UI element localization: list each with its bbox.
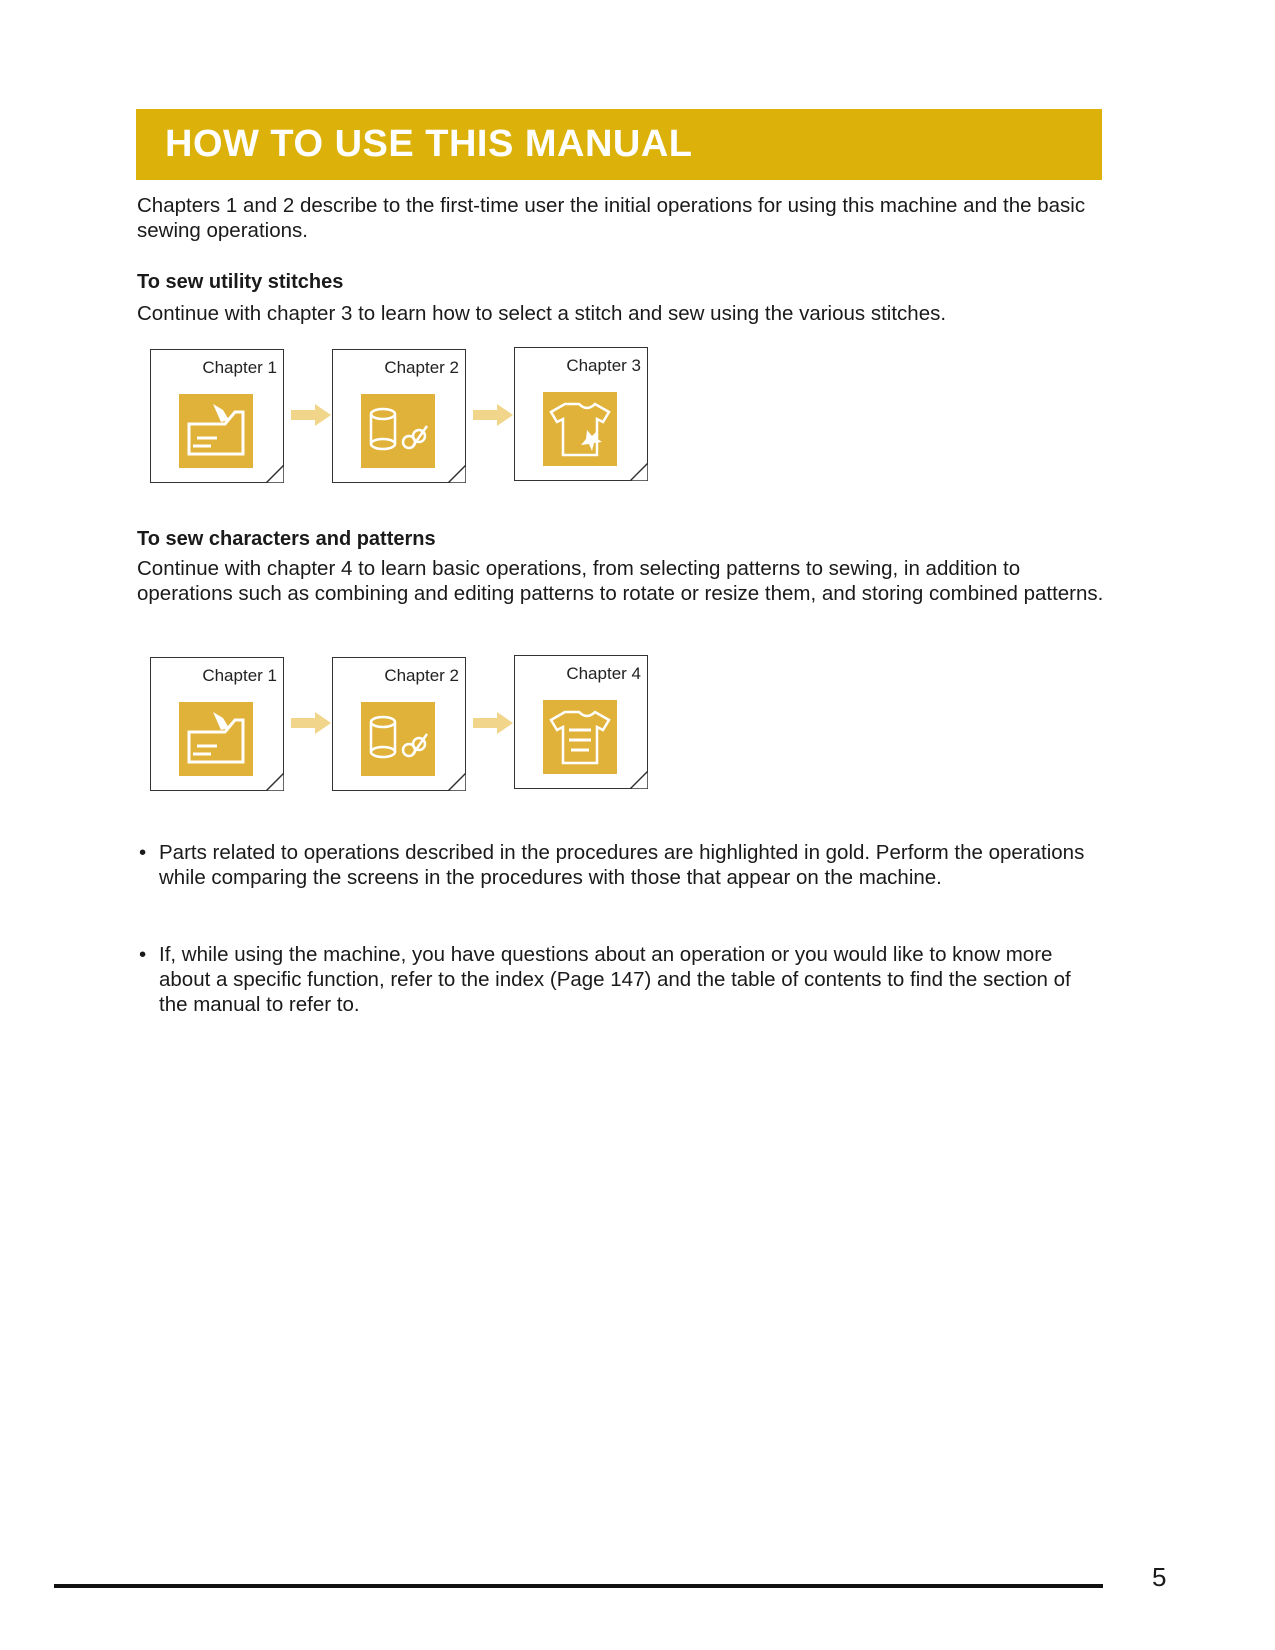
bullet-icon: • — [139, 943, 147, 966]
shirt-quilt-icon — [543, 392, 617, 466]
sewing-machine-icon — [179, 702, 253, 776]
shirt-letters-icon — [543, 700, 617, 774]
bullet-text: Parts related to operations described in the procedures are highlighted in gold. Perform the operations while comparing the screens in the procedures with those that appear on the machine. — [159, 841, 1085, 889]
bullet-icon: • — [139, 841, 147, 864]
arrow-right-icon — [473, 712, 513, 734]
chapter-card-label: Chapter 4 — [566, 664, 641, 683]
chapter-card-4 — [514, 655, 648, 789]
thread-scissors-icon — [361, 394, 435, 468]
bullet-text: If, while using the machine, you have questions about an operation or you would like to know more about a specific function, refer to the index (Page 147) and the table of contents to find the section of the manual to refer to. — [159, 943, 1071, 1016]
section1-heading: To sew utility stitches — [137, 271, 344, 293]
section2-heading: To sew characters and patterns — [137, 528, 436, 550]
intro-paragraph: Chapters 1 and 2 describe to the first-time user the initial operations for using this machine and the basic sewing operations. — [137, 194, 1086, 242]
page-title: HOW TO USE THIS MANUAL — [165, 123, 693, 165]
chapter-card-2 — [332, 349, 466, 483]
chapter-card-label: Chapter 3 — [566, 356, 641, 375]
page-fold-icon — [266, 465, 284, 483]
page-fold-icon — [448, 773, 466, 791]
section1-text: Continue with chapter 3 to learn how to select a stitch and sew using the various stitches. — [137, 302, 947, 325]
chapter-card-2 — [332, 657, 466, 791]
chapter-card-label: Chapter 1 — [202, 666, 277, 685]
title-banner — [136, 109, 1102, 180]
arrow-right-icon — [473, 404, 513, 426]
chapter-card-label: Chapter 1 — [202, 358, 277, 377]
page-fold-icon — [266, 773, 284, 791]
page-fold-icon — [630, 463, 648, 481]
list-item — [137, 942, 1097, 1022]
page-fold-icon — [448, 465, 466, 483]
chapter-card-1 — [150, 349, 284, 483]
page-number: 5 — [1152, 1562, 1167, 1592]
arrow-right-icon — [291, 404, 331, 426]
section2-text: Continue with chapter 4 to learn basic operations, from selecting patterns to sewing, in addition to operations such as combining and editing patterns to rotate or resize them, and storing combined patterns. — [137, 557, 1104, 605]
sewing-machine-icon — [179, 394, 253, 468]
list-item — [137, 840, 1097, 920]
arrow-right-icon — [291, 712, 331, 734]
footer-rule — [54, 1584, 1103, 1588]
chapter-card-1 — [150, 657, 284, 791]
chapter-card-label: Chapter 2 — [384, 358, 459, 377]
page-fold-icon — [630, 771, 648, 789]
chapter-card-label: Chapter 2 — [384, 666, 459, 685]
chapter-card-3 — [514, 347, 648, 481]
thread-scissors-icon — [361, 702, 435, 776]
